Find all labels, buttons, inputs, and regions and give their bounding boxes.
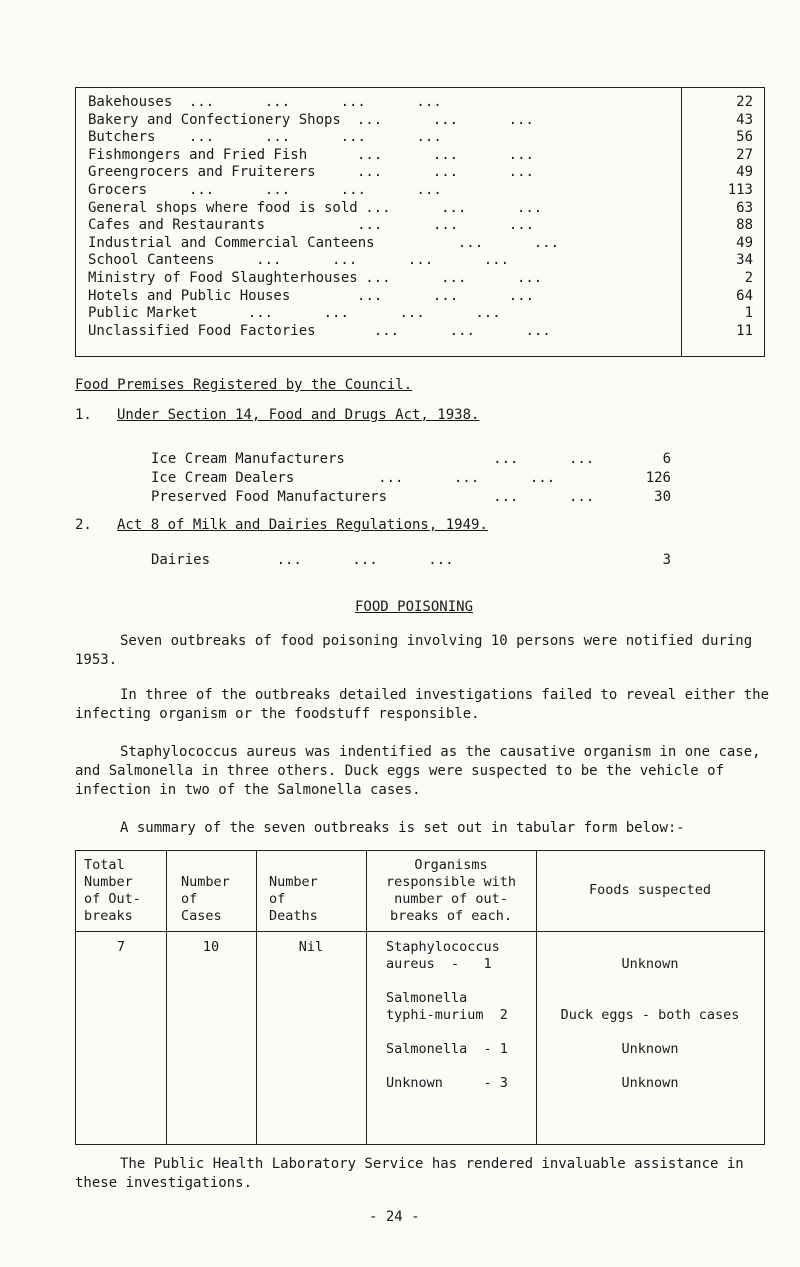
section-2-number: 2. [75,517,92,533]
leader-dots: ... ... ... [226,552,454,568]
premises-count: 27 [736,146,753,163]
column-divider [166,851,167,1144]
header-foods-suspected: Foods suspected [589,882,711,898]
premises-count: 11 [736,322,753,339]
food-poisoning-heading: FOOD POISONING [355,599,474,615]
paragraph-3-text: Staphylococcus aureus was indentified as the causative organism in one case, and Salmonella in three others. Duck eggs were suspected to be the vehicle of infection in two of the Salmonella cases. [75,744,761,798]
leader-dots: ... ... ... [336,470,556,486]
section-1-title: Under Section 14, Food and Drugs Act, 1938. [117,407,480,423]
premises-count: 56 [736,129,753,146]
paragraph-1: Seven outbreaks of food poisoning involving 10 persons were notified during 1953. [75,633,753,668]
leader-dots: ... ... ... [289,287,535,304]
table-row [88,112,758,129]
table-row [88,288,758,305]
paragraph-2: In three of the outbreaks detailed investigations failed to reveal either the infecting organism or the foodstuff responsible. [75,687,770,722]
premises-count: 88 [736,217,753,234]
cell-organism: Unknown - 3 [386,1075,508,1091]
premises-name: Industrial and Commercial Canteens [88,234,375,251]
cell-organism: Staphylococcus aureus - 1 [386,939,500,972]
header-number-of-cases: Number of Cases [181,874,230,924]
leader-dots: ... ... ... ... [214,252,510,269]
leader-dots: ... ... ... ... [197,305,501,322]
list-item [151,469,671,487]
leader-dots: ... ... ... [306,146,534,163]
leader-dots: ... ... ... [356,199,543,216]
header-total-outbreaks: Total Number of Out- breaks [84,857,141,924]
closing-paragraph: The Public Health Laboratory Service has rendered invaluable assistance in these investigations. [75,1156,744,1191]
table-row [88,252,758,269]
table-row [88,200,758,217]
table-row [88,305,758,322]
list-item [151,488,671,506]
page-number: - 24 - [369,1209,420,1225]
table-row [88,217,758,234]
cell-organism: Salmonella - 1 [386,1041,508,1057]
premises-count: 43 [736,111,753,128]
premises-name: Ministry of Food Slaughterhouses [88,270,358,286]
table-row [88,323,758,340]
registered-item-name: Ice Cream Dealers [151,470,295,486]
table-row [88,147,758,164]
leader-dots: ... ... [373,234,560,251]
registered-item-name: Dairies [151,552,211,568]
premises-count: 63 [736,199,753,216]
leader-dots: ... ... [451,451,595,467]
premises-count: 1 [744,305,753,322]
registered-item-count: 126 [645,470,671,486]
header-organisms: Organisms responsible with number of out- breaks of each. [385,857,517,924]
cell-food: Duck eggs - both cases [560,1007,740,1023]
leader-dots: ... ... ... [314,164,534,181]
outbreak-table [75,850,765,1145]
cell-number-of-deaths: Nil [298,939,324,955]
premises-name: Fishmongers and Fried Fish [88,146,308,163]
premises-name: Greengrocers and Fruiterers [88,164,316,181]
section-1-number: 1. [75,407,92,423]
cell-number-of-cases: 10 [202,939,220,955]
premises-name: Butchers [88,129,156,146]
table-row [88,164,758,181]
premises-name: Bakery and Confectionery Shops [88,111,341,128]
leader-dots: ... ... ... [356,270,543,286]
leader-dots: ... ... ... ... [172,94,442,110]
cell-organism: Salmonella typhi-murium 2 [386,990,508,1023]
premises-name: School Canteens [88,252,215,269]
registered-item-count: 6 [662,451,671,467]
paragraph-4: A summary of the seven outbreaks is set out in tabular form below:- [120,820,685,836]
premises-count: 49 [736,164,753,181]
cell-food: Unknown [621,1075,679,1091]
leader-dots: ... ... ... [264,217,535,234]
table-row [88,235,758,252]
premises-name: Grocers [88,182,148,198]
cell-food: Unknown [621,1041,679,1057]
table-row [88,182,758,199]
premises-name: Public Market [88,305,198,322]
section-2-title: Act 8 of Milk and Dairies Regulations, 1949. [117,517,488,533]
registered-item-name: Ice Cream Manufacturers [151,451,345,467]
table-row [88,94,758,111]
premises-name: Bakehouses [88,94,173,110]
leader-dots: ... ... [451,489,595,505]
premises-name: Unclassified Food Factories [88,322,316,339]
leader-dots: ... ... ... [314,322,551,339]
registered-item-count: 30 [654,489,671,505]
leader-dots: ... ... ... ... [146,182,442,198]
premises-count: 22 [736,94,753,110]
table-row [88,129,758,146]
list-item [151,450,671,468]
header-divider [76,931,764,932]
cell-food: Unknown [621,956,679,972]
registered-item-name: Preserved Food Manufacturers [151,489,388,505]
registered-heading: Food Premises Registered by the Council. [75,377,413,393]
header-number-of-deaths: Number of Deaths [269,874,318,924]
premises-name: Hotels and Public Houses [88,287,291,304]
premises-count: 49 [736,234,753,251]
paragraph-3 [75,743,775,838]
leader-dots: ... ... ... ... [155,129,442,146]
premises-name: General shops where food is sold [88,199,358,216]
premises-count: 2 [744,270,753,286]
premises-count: 113 [727,182,753,198]
list-item [151,551,671,569]
table-row [88,270,758,287]
premises-table [75,87,765,357]
column-divider [256,851,257,1144]
premises-count: 34 [736,252,753,269]
premises-count: 64 [736,287,753,304]
cell-total-outbreaks: 7 [116,939,126,955]
registered-item-count: 3 [662,552,671,568]
leader-dots: ... ... ... [340,111,534,128]
premises-name: Cafes and Restaurants [88,217,266,234]
